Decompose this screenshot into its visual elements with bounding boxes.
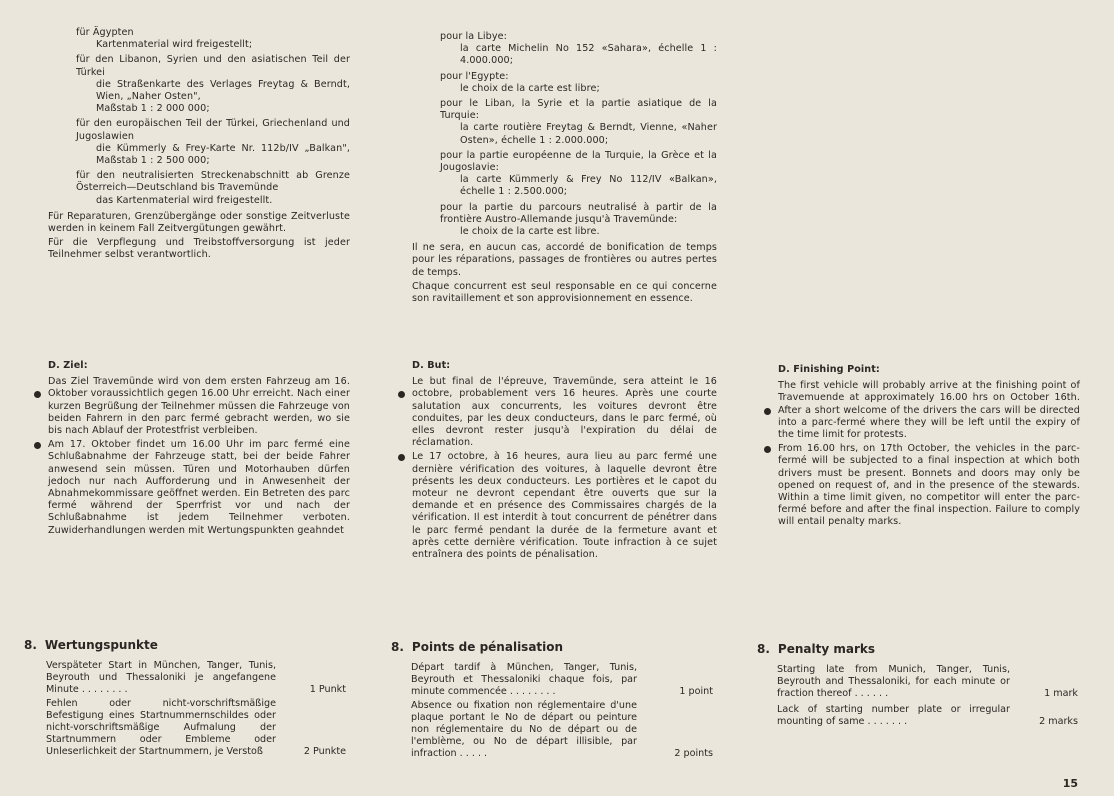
- section-heading: D. But:: [412, 360, 451, 371]
- note-paragraph: Für Reparaturen, Grenzübergänge oder sonstige Zeitverluste werden in keinem Fall Zeitvergütungen gewährt.: [48, 210, 350, 235]
- bullet-icon: [764, 408, 771, 415]
- bullet-icon: [34, 442, 41, 449]
- route-entry: [440, 202, 717, 239]
- route-lead: pour la partie du parcours neutralisé à partir de la frontière Austro-Allemande jusqu'à Travemünde:: [440, 201, 717, 225]
- penalty-row: [46, 698, 346, 759]
- route-lead: für Ägypten: [76, 27, 134, 38]
- route-lead: pour la partie européenne de la Turquie, la Grèce et la Jougoslavie:: [440, 149, 717, 174]
- penalty-amount: 1 Punkt: [309, 684, 346, 696]
- route-lead: pour la Libye:: [440, 31, 507, 42]
- route-entry: [76, 118, 350, 167]
- penalty-row: [411, 662, 713, 699]
- finish-paragraph-text: Das Ziel Travemünde wird von dem ersten Fahrzeug am 16. Oktober voraussichtlich gegen 16.00 Uhr erreicht. Nach einer kurzen Begrüßung der Teilnehmer müssen die Fahrzeuge von beiden Fahrern in den parc fermé gebracht werden, wo sie bis nach Ablauf der Protestfrist verbleiben.: [48, 376, 350, 437]
- german-penalty-list: [46, 660, 346, 759]
- penalty-row: [777, 664, 1078, 701]
- section-number: 8.: [391, 640, 404, 654]
- finish-paragraph-text: Le but final de l'épreuve, Travemünde, sera atteint le 16 octobre, probablement vers 16 heures. Après une courte salutation aux concurrents, les voitures devront être conduites, par les deux conducteurs, dans le parc fermé, où elles devront rester jusqu'à l'expiration du délai de réclamation.: [412, 376, 717, 449]
- section-number: 8.: [757, 642, 770, 656]
- penalty-amount: 2 points: [674, 748, 713, 760]
- route-entry: [76, 170, 350, 207]
- penalty-text: Départ tardif à München, Tanger, Tunis, Beyrouth et Thessaloniki chaque fois, par minute commencée . . . . . . . .: [411, 662, 637, 698]
- route-sub: le choix de la carte est libre.: [460, 226, 600, 238]
- route-entry: [76, 27, 350, 51]
- finish-paragraph-text: Am 17. Oktober findet um 16.00 Uhr im parc fermé eine Schlußabnahme der Fahrzeuge statt, bei der beide Fahrer anwesend sein müssen. Türen und Motorhauben dürfen jedoch nur nach Aufforderung und in Anwesenheit der Abnahmekommissare geöffnet werden. Ein Betreten des parc fermé während der Sperrfrist vor und nach der Schlußabnahme ist jedem Teilnehmer verboten. Zuwiderhandlungen werden mit Wertungspunkten geahndet: [48, 439, 350, 536]
- section-number: 8.: [24, 638, 37, 652]
- french-penalty-heading: [391, 640, 563, 654]
- section-heading: D. Ziel:: [48, 360, 88, 371]
- finish-paragraph: [412, 451, 717, 561]
- finish-paragraph: [48, 439, 350, 537]
- route-sub: le choix de la carte est libre;: [460, 82, 600, 94]
- section-title: Penalty marks: [777, 642, 875, 656]
- penalty-amount: 1 mark: [1044, 688, 1078, 700]
- section-title: Points de pénalisation: [411, 640, 564, 654]
- penalty-text: Absence ou fixation non réglementaire d'une plaque portant le No de départ ou peinture non réglementaire du No de départ ou de l'emblème, ou No de départ illisible, par infraction . . . . .: [411, 699, 637, 760]
- page-number: 15: [1062, 777, 1078, 790]
- route-sub: la carte Michelin No 152 «Sahara», échelle 1 : 4.000.000;: [460, 43, 717, 67]
- bullet-icon: [398, 454, 405, 461]
- penalty-text: Fehlen oder nicht-vorschriftsmäßige Befestigung eines Startnummernschildes oder nicht-vorschriftsmäßige Aufmalung der Startnummern oder Embleme oder Unleserlichkeit der Startnummern, je Verstoß: [46, 697, 276, 758]
- bullet-icon: [764, 446, 771, 453]
- finish-paragraph-text: From 16.00 hrs, on 17th October, the vehicles in the parc-fermé will be subjected to a final inspection at which both drivers must be present. Bonnets and doors may only be opened on request of, and in the presence of the stewards. Within a time limit given, no competitor will enter the parc-fermé before and after the final inspection. Failure to comply will entail penalty marks.: [778, 443, 1080, 528]
- route-sub: la carte Kümmerly & Frey No 112/IV «Balkan», échelle 1 : 2.500.000;: [460, 174, 717, 198]
- french-route-maps: [412, 31, 717, 307]
- french-penalty-list: [411, 662, 713, 761]
- route-sub: die Straßenkarte des Verlages Freytag & Berndt, Wien, „Naher Osten",: [96, 78, 350, 103]
- route-lead: für den neutralisierten Streckenabschnitt ab Grenze Österreich—Deutschland bis Travemünde: [76, 170, 350, 194]
- penalty-row: [411, 700, 713, 761]
- route-lead: pour le Liban, la Syrie et la partie asiatique de la Turquie:: [440, 98, 717, 122]
- penalty-row: [46, 660, 346, 697]
- finish-paragraph: [778, 443, 1080, 528]
- route-sub: Kartenmaterial wird freigestellt;: [96, 39, 253, 51]
- english-penalty-list: [777, 664, 1078, 728]
- finish-paragraph: [48, 376, 350, 437]
- route-sub: die Kümmerly & Frey-Karte Nr. 112b/IV „Balkan", Maßstab 1 : 2 500 000;: [96, 142, 350, 167]
- note-paragraph: Für die Verpflegung und Treibstoffversorgung ist jeder Teilnehmer selbst verantwortlich.: [48, 237, 350, 261]
- german-finish-section: [48, 360, 350, 539]
- route-entry: [440, 31, 717, 68]
- route-sub: Maßstab 1 : 2 000 000;: [96, 103, 210, 115]
- section-title: Wertungspunkte: [44, 638, 158, 652]
- finish-paragraph: [412, 376, 717, 449]
- route-entry: [440, 98, 717, 147]
- route-entry: [76, 54, 350, 115]
- penalty-text: Verspäteter Start in München, Tanger, Tunis, Beyrouth und Thessaloniki je angefangene Minute . . . . . . . .: [46, 660, 276, 696]
- route-entry: [440, 71, 717, 95]
- route-lead: pour l'Egypte:: [440, 70, 509, 82]
- penalty-text: Lack of starting number plate or irregular mounting of same . . . . . . .: [777, 703, 1010, 727]
- penalty-text: Starting late from Munich, Tanger, Tunis, Beyrouth and Thessaloniki, for each minute or fraction thereof . . . . . .: [777, 664, 1010, 700]
- route-lead: für den europäischen Teil der Türkei, Griechenland und Jugoslawien: [76, 118, 350, 142]
- penalty-row: [777, 704, 1078, 728]
- section-heading: D. Finishing Point:: [778, 364, 880, 375]
- english-finish-section: [778, 364, 1080, 531]
- french-finish-section: [412, 360, 717, 563]
- german-penalty-heading: [24, 638, 158, 652]
- note-paragraph: Il ne sera, en aucun cas, accordé de bonification de temps pour les réparations, passages de frontières ou autres pertes de temps.: [412, 242, 717, 278]
- route-entry: [440, 150, 717, 199]
- bullet-icon: [34, 391, 41, 398]
- german-route-maps: [48, 27, 350, 264]
- penalty-amount: 2 Punkte: [303, 746, 346, 758]
- penalty-amount: 1 point: [679, 686, 713, 698]
- finish-paragraph-text: The first vehicle will probably arrive at the finishing point of Travemuende at approximately 16.00 hrs on October 16th. After a short welcome of the drivers the cars will be directed into a parc-fermé where they will be left until the expiry of the time limit for protests.: [778, 380, 1080, 441]
- note-paragraph: Chaque concurrent est seul responsable en ce qui concerne son ravitaillement et son approvisionnement en essence.: [412, 280, 717, 305]
- route-sub: la carte routière Freytag & Berndt, Vienne, «Naher Osten», échelle 1 : 2.000.000;: [460, 122, 717, 146]
- penalty-amount: 2 marks: [1039, 715, 1078, 727]
- route-sub: das Kartenmaterial wird freigestellt.: [96, 194, 273, 206]
- finish-paragraph-text: Le 17 octobre, à 16 heures, aura lieu au parc fermé une dernière vérification des voitures, à laquelle devront être présents les deux conducteurs. Les portières et le capot du moteur ne devront cependant être ouverts que sur la demande et en présence des Commissaires chargés de la vérification. Il est interdit à tout concurrent de pénétrer dans le parc fermé pendant la durée de la fermeture avant et après cette dernière vérification. Toute infraction à ce sujet entraînera des points de pénalisation.: [412, 451, 717, 561]
- bullet-icon: [398, 391, 405, 398]
- finish-paragraph: [778, 380, 1080, 441]
- english-penalty-heading: [757, 642, 875, 656]
- route-lead: für den Libanon, Syrien und den asiatischen Teil der Türkei: [76, 54, 350, 78]
